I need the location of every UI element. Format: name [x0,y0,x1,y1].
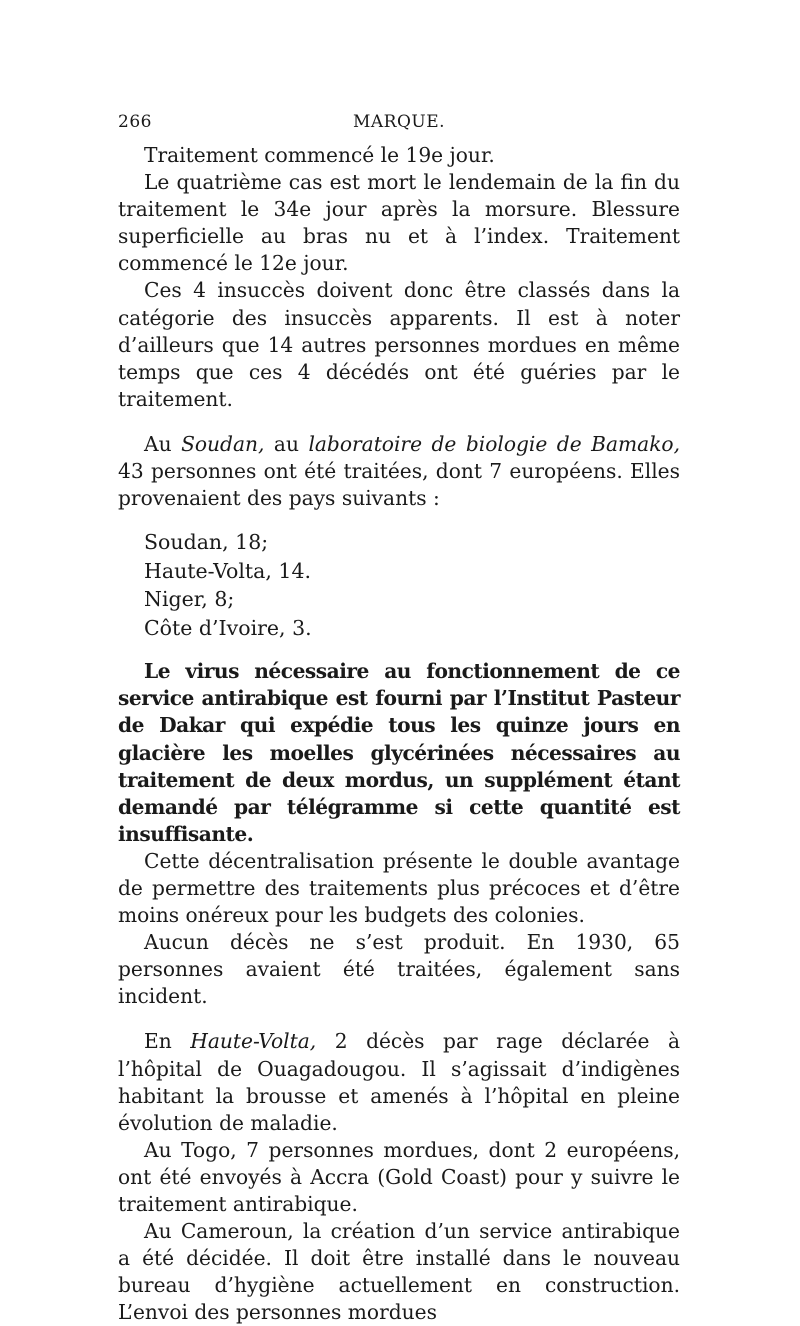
paragraph-togo: Au Togo, 7 personnes mordues, dont 2 européens, ont été envoyés à Accra (Gold Coast) pour y suivre le traitement antirabique. [118,1137,680,1216]
laboratory-name: laboratoire de biologie de Bamako, [308,431,680,456]
running-head: MARQUE. [352,112,446,132]
page-header [118,112,680,142]
paragraph-soudan [118,431,680,512]
place-haute-volta: Haute-Volta, [190,1029,317,1054]
paragraph-2: Le quatrième cas est mort le lendemain de la fin du traitement le 34e jour après la morsure. Blessure superficielle au bras nu et à l’index. Traitement commencé le 12e jour. [118,170,680,276]
list-item: Soudan, 18; [144,530,269,555]
paragraph-haute-volta-lead: En [144,1029,191,1054]
bold-section [118,658,680,848]
list-item: Niger, 8; [144,587,235,612]
section-gap [118,1010,680,1028]
paragraph-aucun-deces: Aucun décès ne s’est produit. En 1930, 65 personnes avaient été traitées, également sans incident. [118,930,680,1009]
paragraph-cameroun: Au Cameroun, la création d’un service antirabique a été décidée. Il doit être installé dans le nouveau bureau d’hygiène actuellement en construction. L’envoi des personnes mordues [118,1219,680,1325]
page-number: 266 [118,112,152,132]
paragraph-1: Traitement commencé le 19e jour. [144,143,495,167]
paragraph-soudan-mid: au [264,431,309,456]
document-page [118,112,680,1326]
paragraph-haute-volta-body: 2 décès par rage déclarée à l’hôpital de Ouagadougou. Il s’agissait d’indigènes habitant la brousse et amenés à l’hôpital en pleine évolution de maladie. [118,1029,680,1135]
paragraph-3: Ces 4 insuccès doivent donc être classés dans la catégorie des insuccès apparents. Il est à noter d’ailleurs que 14 autres personnes mordues en même temps que ces 4 décédés ont été guéries par le traitement. [118,278,680,411]
paragraph-decentralisation: Cette décentralisation présente le double avantage de permettre des traitements plus précoces et d’être moins onéreux pour les budgets des colonies. [118,848,680,928]
place-soudan: Soudan, [181,431,265,456]
section-gap [118,413,680,431]
country-list [118,528,680,642]
list-item: Haute-Volta, 14. [144,558,312,583]
list-item: Côte d’Ivoire, 3. [144,615,312,640]
paragraph-soudan-body: 43 personnes ont été traitées, dont 7 européens. Elles provenaient des pays suivants : [118,459,680,511]
paragraph-virus: Le virus nécessaire au fonctionnement de ce service antirabique est fourni par l’Institut Pasteur de Dakar qui expédie tous les quinze jours en glacière les moelles glycérinées nécessaires au traitement de deux mordus, un supplément étant demandé par télégramme si cette quantité est insuffisante. [118,659,680,846]
paragraph-haute-volta [118,1028,680,1136]
paragraph-soudan-lead: Au [144,431,182,456]
